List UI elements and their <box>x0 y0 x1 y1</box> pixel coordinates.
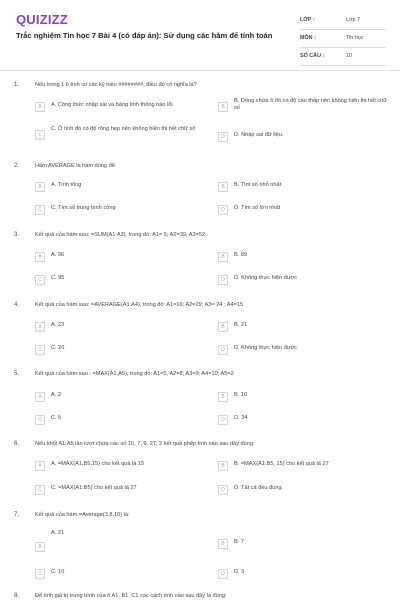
option-letter-box: D <box>218 275 228 285</box>
option-letter-box: B <box>218 182 228 192</box>
option-text: A. 2 <box>51 392 61 398</box>
option-text: D. 3 <box>234 569 245 575</box>
option-letter-box: D <box>218 415 228 425</box>
option-text: D. 34 <box>234 415 248 421</box>
option-text: B. Dòng chứa ô đó có độ cao thấp nên không hiển thị hết chữ số <box>234 98 388 112</box>
option-text: A. =MAX(A1,B5,15) cho kết quả là 15 <box>51 461 145 467</box>
option-d[interactable] <box>218 132 394 142</box>
option-letter-box: C <box>35 345 45 355</box>
option-text: C. Ô tính đó có độ rộng hẹp nên không hiển thị hết chữ số <box>51 126 196 132</box>
question-text: Hàm AVERAGE là hàm dùng để: <box>35 163 117 169</box>
option-text: A. 96 <box>51 252 65 258</box>
option-letter-box: B <box>218 461 228 471</box>
option-text: D. Nhập sai dữ liệu. <box>234 132 284 138</box>
option-text: A. Tính tổng <box>51 182 82 188</box>
option-c[interactable] <box>35 275 211 285</box>
question-number: 2. <box>14 163 20 169</box>
option-b[interactable] <box>218 392 394 402</box>
option-a[interactable] <box>35 252 211 262</box>
question-number: 8. <box>14 593 20 599</box>
option-letter-box: D <box>218 205 228 215</box>
option-text: B. 89 <box>234 252 248 258</box>
question-text: Kết quả của hàm =Average(3,8,10) là: <box>35 512 130 518</box>
option-letter-box: A <box>35 392 45 402</box>
option-letter-box: B <box>218 539 228 549</box>
option-text: C. 20 <box>51 345 65 351</box>
option-letter-box: A <box>35 182 45 192</box>
option-letter-box: D <box>218 569 228 579</box>
option-text: B. Tìm số nhỏ nhất <box>234 182 282 188</box>
option-a[interactable] <box>35 461 211 471</box>
option-letter-box: D <box>218 345 228 355</box>
option-text: C. 5 <box>51 415 62 421</box>
option-a[interactable] <box>35 530 211 552</box>
question-number: 5. <box>14 371 20 377</box>
meta-label: SỐ CÂU : <box>300 53 325 59</box>
option-letter-box: C <box>35 130 45 140</box>
question-number: 1. <box>14 82 20 88</box>
option-d[interactable] <box>218 275 394 285</box>
question-number: 3. <box>14 232 20 238</box>
option-letter-box: C <box>35 485 45 495</box>
option-letter-box: B <box>218 102 228 112</box>
option-b[interactable] <box>218 539 394 549</box>
option-d[interactable] <box>218 569 394 579</box>
question-text: Nếu trong 1 ô tính có các ký hiệu ########, điều đó có nghĩa là? <box>35 82 197 88</box>
option-d[interactable] <box>218 205 394 215</box>
option-letter-box: C <box>35 275 45 285</box>
option-letter-box: C <box>35 205 45 215</box>
option-a[interactable] <box>35 182 211 192</box>
quizizz-logo: QUIZIZZ <box>16 12 68 27</box>
option-text: B. =MAX(A1:B5, 15) cho kết quả là 27 <box>234 461 329 467</box>
option-text: D. Không thực hiện được <box>234 275 298 281</box>
option-d[interactable] <box>218 415 394 425</box>
option-c[interactable] <box>35 126 201 140</box>
question-text: Kết quả của hàm sau : =MAX(A1,A5), trong đó: A1=5, A2=8; A3=9; A4=10; A5=2 <box>35 371 234 377</box>
option-text: C. Tìm số trung bình cộng <box>51 205 116 211</box>
option-b[interactable] <box>218 322 394 332</box>
option-c[interactable] <box>35 569 211 579</box>
meta-value: Lớp 7 <box>346 17 361 23</box>
meta-label: LỚP : <box>300 17 315 23</box>
option-b[interactable] <box>218 98 394 113</box>
option-letter-box: C <box>35 569 45 579</box>
option-a[interactable] <box>35 322 211 332</box>
option-text: D. Tất cả đều đúng. <box>234 485 284 491</box>
option-text: D. Tìm số lớn nhất <box>234 205 281 211</box>
option-letter-box: B <box>218 322 228 332</box>
option-text: C. =MAX(A1:B5) cho kết quả là 27 <box>51 485 137 491</box>
option-text: B. 7 <box>234 539 244 545</box>
option-text: A. 23 <box>51 322 65 328</box>
option-b[interactable] <box>218 182 394 192</box>
option-b[interactable] <box>218 461 394 471</box>
worksheet-title: Trắc nghiệm Tin học 7 Bài 4 (có đáp án): Sử dụng các hàm để tính toán <box>16 31 273 40</box>
question-text: Kết quả của hàm sau: =AVERAGE(A1:A4), trong đó: A1=16; A2=29; A3= 24 ; A4=15 <box>35 302 244 308</box>
option-letter-box: A <box>35 542 45 552</box>
meta-value: 10 <box>346 53 352 59</box>
option-letter-box: D <box>218 132 228 142</box>
option-c[interactable] <box>35 205 211 215</box>
option-letter-box: B <box>218 252 228 262</box>
option-d[interactable] <box>218 485 394 495</box>
question-text: Nếu khối A1:A5 lần lượt chứa các số 10, 7, 9, 27, 2 kết quả phép tính nào sau đây đúng: <box>35 441 255 447</box>
option-a[interactable] <box>35 392 211 402</box>
option-letter-box: A <box>35 252 45 262</box>
option-d[interactable] <box>218 345 394 355</box>
option-c[interactable] <box>35 485 211 495</box>
option-letter-box: D <box>218 485 228 495</box>
option-text: D. Không thực hiện được <box>234 345 298 351</box>
question-number: 6. <box>14 441 20 447</box>
option-c[interactable] <box>35 345 211 355</box>
meta-label: MÔN : <box>300 35 316 41</box>
option-c[interactable] <box>35 415 211 425</box>
option-letter-box: A <box>35 102 45 112</box>
option-text: A. 21 <box>51 530 65 536</box>
option-text: B. 10 <box>234 392 248 398</box>
option-text: A. Công thức nhập sai và bảng tính thông báo lỗi <box>51 102 173 108</box>
option-letter-box: A <box>35 322 45 332</box>
question-number: 4. <box>14 302 20 308</box>
question-number: 7. <box>14 512 20 518</box>
option-letter-box: A <box>35 461 45 471</box>
option-a[interactable] <box>35 102 211 112</box>
meta-value: Tin học <box>346 35 364 41</box>
option-text: B. 21 <box>234 322 248 328</box>
question-text: Để tính giá trị trung bình của ô A1, B1, C1 các cách tính nào sau đây là đúng: <box>35 593 227 599</box>
option-letter-box: C <box>35 415 45 425</box>
option-letter-box: B <box>218 392 228 402</box>
option-text: C. 95 <box>51 275 65 281</box>
question-text: Kết quả của hàm sau: =SUM(A1:A3), trong đó: A1= 5; A2=39; A3=52 <box>35 232 206 238</box>
option-b[interactable] <box>218 252 394 262</box>
option-text: C. 10 <box>51 569 65 575</box>
